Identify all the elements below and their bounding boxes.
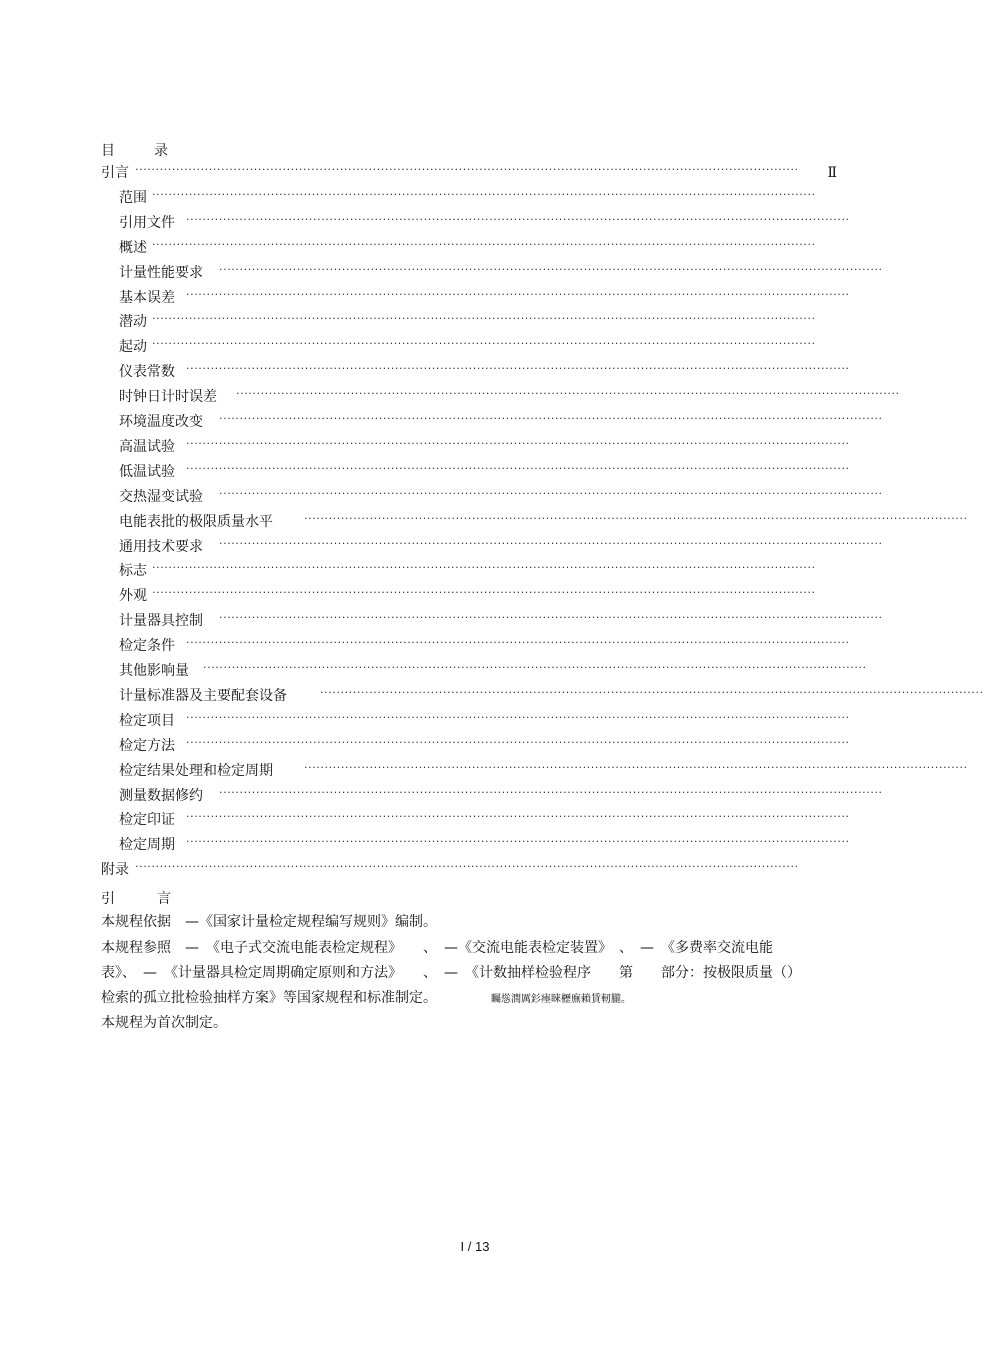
toc-entry-label: 交热湿变试验: [119, 488, 203, 505]
toc-entry: [0, 735, 950, 757]
toc-leader-dots: ··································································································································································: [135, 860, 799, 874]
toc-leader-dots: ··································································································································································: [152, 337, 816, 351]
toc-entry: [0, 411, 950, 433]
toc-entry: [0, 311, 950, 333]
toc-leader-dots: ··································································································································································: [152, 586, 816, 600]
toc-entry: [0, 710, 950, 732]
toc-entry-label: 电能表批的极限质量水平: [119, 513, 273, 530]
toc-entry: [0, 511, 968, 533]
toc-entry-label: 环境温度改变: [119, 414, 203, 430]
toc-leader-dots: ··································································································································································: [203, 661, 867, 674]
toc-entry-label: 概述: [119, 239, 147, 256]
toc-entry: [0, 361, 950, 383]
toc-entry: [0, 760, 968, 782]
intro-paragraph-2-line-3: [101, 986, 631, 1012]
toc-entry-label: 计量标准器及主要配套设备: [119, 687, 287, 704]
toc-leader-dots: ··································································································································································: [186, 636, 850, 650]
toc-entry-label: 检定周期: [119, 837, 175, 854]
toc-entry: [0, 336, 950, 358]
toc-leader-dots: ··································································································································································: [219, 536, 883, 550]
toc-leader-dots: ··································································································································································: [236, 387, 900, 401]
intro-paragraph-1: 本规程依据 —《国家计量检定规程编写规则》编制。: [101, 914, 437, 930]
toc-entry: [0, 785, 950, 807]
toc-entry-label: 基本误差: [119, 289, 175, 306]
intro-heading-char-2: 言: [157, 891, 171, 907]
toc-entry-label: 时钟日计时误差: [119, 389, 217, 406]
intro-paragraph-3: 本规程为首次制定。: [101, 1015, 227, 1031]
toc-leader-dots: ··································································································································································: [320, 685, 984, 699]
toc-entry-page-number: Ⅱ: [827, 165, 837, 181]
toc-entry: [0, 386, 950, 408]
toc-entry-label: 高温试验: [119, 438, 175, 455]
toc-leader-dots: ··································································································································································: [304, 511, 968, 525]
toc-entry: [0, 585, 950, 607]
toc-leader-dots: ··································································································································································: [304, 760, 968, 774]
toc-entry-label: 低温试验: [119, 463, 175, 480]
toc-entry-label: 附录: [101, 862, 129, 879]
toc-leader-dots: ··································································································································································: [219, 611, 883, 625]
toc-leader-dots: ··································································································································································: [135, 163, 799, 176]
toc-entry: [0, 237, 950, 259]
toc-leader-dots: ··································································································································································: [186, 436, 850, 450]
toc-title-char-1: 目: [101, 143, 116, 159]
toc-entry-label: 检定结果处理和检定周期: [119, 762, 273, 779]
toc-entry-label: 标志: [119, 563, 147, 580]
toc-entry: [0, 834, 950, 856]
toc-entry-label: 测量数据修约: [119, 787, 203, 804]
intro-paragraph-2-line-1: 本规程参照 — 《电子式交流电能表检定规程》 、 —《交流电能表检定装置》 、 — 《多费率交流电能: [101, 940, 773, 956]
toc-entry: [0, 859, 950, 881]
toc-leader-dots: ··································································································································································: [186, 810, 850, 824]
toc-entry-label: 潜动: [119, 314, 147, 331]
toc-entry: [0, 187, 950, 209]
toc-entry-label: 范围: [119, 189, 147, 206]
toc-entry-label: 外观: [119, 588, 147, 605]
toc-entry-label: 引言: [101, 165, 129, 181]
intro-heading-char-1: 引: [101, 891, 115, 907]
toc-title-char-2: 录: [154, 143, 169, 159]
toc-leader-dots: ··································································································································································: [186, 212, 850, 226]
toc-entry: [0, 162, 950, 184]
toc-entry: [0, 486, 950, 508]
toc-leader-dots: ··································································································································································: [219, 412, 883, 425]
toc-entry-label: 检定方法: [119, 737, 175, 754]
toc-entry: [0, 536, 950, 558]
toc-entry: [0, 461, 950, 483]
intro-paragraph-2-line-2: 表》、 — 《计量器具检定周期确定原则和方法》 、 — 《计数抽样检验程序 第 部分：按极限质量（）: [101, 965, 801, 981]
toc-entry: [0, 436, 950, 458]
intro-paragraph-2-text: 检索的孤立批检验抽样方案》等国家规程和标准制定。: [101, 990, 437, 1006]
toc-entry: [0, 212, 950, 234]
toc-entry-label: 计量器具控制: [119, 613, 203, 630]
toc-leader-dots: ··································································································································································: [152, 237, 816, 251]
toc-entry: [0, 262, 950, 284]
toc-entry: [0, 610, 950, 632]
toc-entry: [0, 660, 950, 682]
toc-leader-dots: ··································································································································································: [186, 835, 850, 849]
toc-entry-label: 检定条件: [119, 638, 175, 655]
toc-title: [101, 140, 169, 160]
toc-entry-label: 通用技术要求: [119, 538, 203, 555]
toc-leader-dots: ··································································································································································: [186, 461, 850, 475]
garbled-text: 矚慫潤厲釤瘞睞櫪廡賴賃軔朧。: [491, 994, 631, 1005]
toc-entry: [0, 685, 984, 707]
intro-heading: [101, 888, 171, 908]
toc-leader-dots: ··································································································································································: [186, 710, 850, 724]
toc-entry-label: 检定项目: [119, 712, 175, 729]
toc-leader-dots: ··································································································································································: [219, 486, 883, 500]
toc-leader-dots: ··································································································································································: [219, 785, 883, 799]
toc-leader-dots: ··································································································································································: [186, 362, 850, 376]
toc-entry: [0, 809, 950, 831]
toc-entry-label: 其他影响量: [119, 663, 189, 679]
toc-entry-label: 引用文件: [119, 214, 175, 231]
toc-leader-dots: ··································································································································································: [186, 735, 850, 749]
toc-leader-dots: ··································································································································································: [152, 187, 816, 201]
toc-entry-label: 仪表常数: [119, 364, 175, 381]
toc-leader-dots: ··································································································································································: [152, 561, 816, 575]
toc-entry: [0, 560, 950, 582]
toc-leader-dots: ··································································································································································: [186, 287, 850, 301]
toc-entry: [0, 287, 950, 309]
page-number: I / 13: [460, 1239, 490, 1254]
toc-entry-label: 检定印证: [119, 812, 175, 829]
toc-entry: [0, 635, 950, 657]
toc-leader-dots: ··································································································································································: [219, 262, 883, 276]
toc-entry-label: 计量性能要求: [119, 264, 203, 281]
toc-entry-label: 起动: [119, 339, 147, 356]
toc-leader-dots: ··································································································································································: [152, 312, 816, 326]
